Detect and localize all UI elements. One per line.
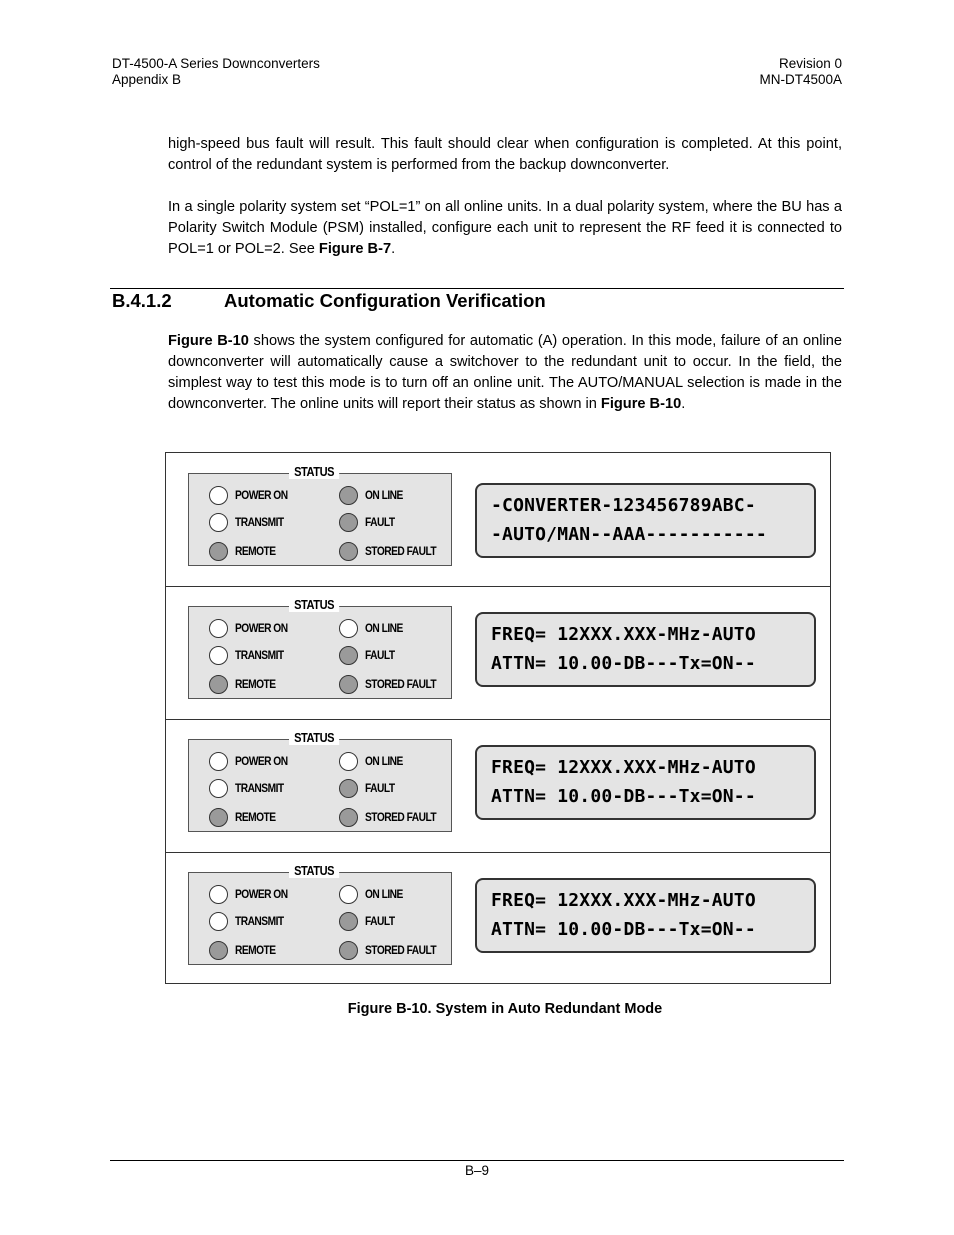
- remote-led-label: REMOTE: [235, 677, 276, 691]
- figure-reference-link[interactable]: Figure B-10: [168, 333, 249, 349]
- status-panel: [188, 464, 452, 566]
- status-panel-title: STATUS: [289, 597, 339, 612]
- remote-led-label: REMOTE: [235, 544, 276, 558]
- figure-b10: [165, 452, 831, 984]
- on-line-led-icon: [339, 486, 358, 505]
- power-on-led-label: POWER ON: [235, 887, 288, 901]
- lcd-line-2: ATTN= 10.00-DB---Tx=ON--: [491, 919, 756, 940]
- status-panel: [188, 863, 452, 965]
- power-on-led-icon: [209, 752, 228, 771]
- power-on-led-label: POWER ON: [235, 754, 288, 768]
- transmit-led-label: TRANSMIT: [235, 914, 284, 928]
- remote-led-icon: [209, 808, 228, 827]
- lcd-line-2: ATTN= 10.00-DB---Tx=ON--: [491, 653, 756, 674]
- fault-led-icon: [339, 646, 358, 665]
- transmit-led-label: TRANSMIT: [235, 515, 284, 529]
- power-on-led-label: POWER ON: [235, 488, 288, 502]
- document-title: DT-4500-A Series Downconverters: [112, 56, 320, 71]
- fault-led-label: FAULT: [365, 914, 395, 928]
- lcd-display: [475, 745, 816, 820]
- section-title: Automatic Configuration Verification: [224, 290, 546, 311]
- fault-led-label: FAULT: [365, 648, 395, 662]
- stored-fault-led-icon: [339, 542, 358, 561]
- on-line-led-icon: [339, 752, 358, 771]
- transmit-led-label: TRANSMIT: [235, 648, 284, 662]
- transmit-led-icon: [209, 912, 228, 931]
- unit-status-row: [166, 453, 830, 586]
- figure-reference-link[interactable]: Figure B-7: [318, 241, 392, 257]
- document-header-left: [112, 56, 320, 88]
- stored-fault-led-label: STORED FAULT: [365, 544, 437, 558]
- paragraph-auto-config: Figure B-10 shows the system configured for automatic (A) operation. In this mode, failure of an online downconverter will automatically cause a switchover to the redundant unit to occur. In the field, the simplest way to test this mode is to turn off an online unit. The AUTO/MANUAL selection is made in the downconverter. The online units will report their status as shown in Figure B-10.: [168, 333, 842, 412]
- power-on-led-icon: [209, 885, 228, 904]
- power-on-led-label: POWER ON: [235, 621, 288, 635]
- on-line-led-icon: [339, 619, 358, 638]
- paragraph-bus-fault: high-speed bus fault will result. This fault should clear when configuration is completed. At this point, control of the redundant system is performed from the backup downconverter.: [168, 136, 842, 173]
- lcd-line-2: -AUTO/MAN--AAA-----------: [491, 524, 767, 545]
- manual-number: MN-DT4500A: [759, 72, 842, 87]
- transmit-led-label: TRANSMIT: [235, 781, 284, 795]
- lcd-line-1: FREQ= 12XXX.XXX-MHz-AUTO: [491, 757, 756, 778]
- transmit-led-icon: [209, 513, 228, 532]
- stored-fault-led-icon: [339, 941, 358, 960]
- lcd-display: [475, 612, 816, 687]
- stored-fault-led-label: STORED FAULT: [365, 810, 437, 824]
- section-heading: [112, 290, 546, 312]
- figure-caption: Figure B-10. System in Auto Redundant Mode: [347, 1001, 663, 1017]
- lcd-line-2: ATTN= 10.00-DB---Tx=ON--: [491, 786, 756, 807]
- lcd-line-1: FREQ= 12XXX.XXX-MHz-AUTO: [491, 624, 756, 645]
- document-header-right: [759, 56, 842, 88]
- footer-divider: [110, 1160, 844, 1161]
- fault-led-label: FAULT: [365, 515, 395, 529]
- on-line-led-label: ON LINE: [365, 621, 403, 635]
- on-line-led-icon: [339, 885, 358, 904]
- figure-reference-link[interactable]: Figure B-10: [600, 396, 682, 412]
- stored-fault-led-label: STORED FAULT: [365, 943, 437, 957]
- status-panel-title: STATUS: [289, 730, 339, 745]
- page-number: B–9: [464, 1163, 490, 1178]
- section-divider: [110, 288, 844, 289]
- transmit-led-icon: [209, 646, 228, 665]
- paragraph-polarity: In a single polarity system set “POL=1” on all online units. In a dual polarity system, where the BU has a Polarity Switch Module (PSM) installed, configure each unit to represent the RF feed it is connected to POL=1 or POL=2. See Figure B-7.: [168, 199, 842, 257]
- transmit-led-icon: [209, 779, 228, 798]
- lcd-display: [475, 878, 816, 953]
- status-panel: [188, 597, 452, 699]
- stored-fault-led-label: STORED FAULT: [365, 677, 437, 691]
- fault-led-label: FAULT: [365, 781, 395, 795]
- on-line-led-label: ON LINE: [365, 488, 403, 502]
- status-panel: [188, 730, 452, 832]
- unit-status-row: [166, 852, 830, 985]
- lcd-line-1: FREQ= 12XXX.XXX-MHz-AUTO: [491, 890, 756, 911]
- stored-fault-led-icon: [339, 808, 358, 827]
- lcd-line-1: -CONVERTER-123456789ABC-: [491, 495, 756, 516]
- unit-status-row: [166, 719, 830, 852]
- power-on-led-icon: [209, 486, 228, 505]
- fault-led-icon: [339, 912, 358, 931]
- stored-fault-led-icon: [339, 675, 358, 694]
- on-line-led-label: ON LINE: [365, 754, 403, 768]
- unit-status-row: [166, 586, 830, 719]
- remote-led-icon: [209, 542, 228, 561]
- on-line-led-label: ON LINE: [365, 887, 403, 901]
- appendix-label: Appendix B: [112, 72, 182, 87]
- remote-led-icon: [209, 941, 228, 960]
- section-number: B.4.1.2: [112, 290, 172, 311]
- remote-led-icon: [209, 675, 228, 694]
- status-panel-title: STATUS: [289, 863, 339, 878]
- fault-led-icon: [339, 779, 358, 798]
- revision-label: Revision 0: [778, 56, 842, 71]
- fault-led-icon: [339, 513, 358, 532]
- power-on-led-icon: [209, 619, 228, 638]
- remote-led-label: REMOTE: [235, 810, 276, 824]
- status-panel-title: STATUS: [289, 464, 339, 479]
- lcd-display: [475, 483, 816, 558]
- remote-led-label: REMOTE: [235, 943, 276, 957]
